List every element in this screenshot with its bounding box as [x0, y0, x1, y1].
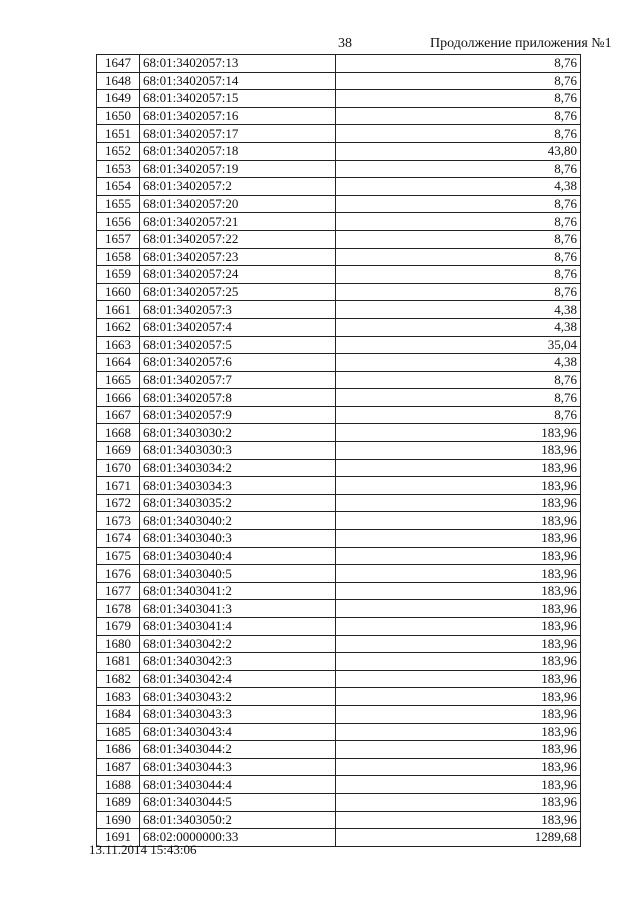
cadastral-number-cell: 68:01:3403043:4	[140, 723, 336, 741]
value-cell: 183,96	[336, 424, 581, 442]
value-cell: 183,96	[336, 653, 581, 671]
value-cell: 183,96	[336, 477, 581, 495]
value-cell: 183,96	[336, 793, 581, 811]
row-number-cell: 1658	[97, 248, 140, 266]
cadastral-number-cell: 68:01:3403044:4	[140, 776, 336, 794]
table-row	[97, 459, 581, 477]
cadastral-number-cell: 68:01:3402057:9	[140, 406, 336, 424]
value-cell: 4,38	[336, 178, 581, 196]
row-number-cell: 1678	[97, 600, 140, 618]
cadastral-number-cell: 68:01:3403042:2	[140, 635, 336, 653]
value-cell: 183,96	[336, 618, 581, 636]
cadastral-number-cell: 68:01:3402057:5	[140, 336, 336, 354]
cadastral-number-cell: 68:01:3403044:3	[140, 758, 336, 776]
cadastral-number-cell: 68:01:3403040:5	[140, 565, 336, 583]
value-cell: 4,38	[336, 301, 581, 319]
row-number-cell: 1686	[97, 741, 140, 759]
row-number-cell: 1684	[97, 705, 140, 723]
table-row	[97, 354, 581, 372]
cadastral-number-cell: 68:01:3402057:13	[140, 55, 336, 73]
row-number-cell: 1666	[97, 389, 140, 407]
cadastral-number-cell: 68:01:3402057:2	[140, 178, 336, 196]
table-row	[97, 670, 581, 688]
row-number-cell: 1653	[97, 160, 140, 178]
table-row	[97, 565, 581, 583]
table-row	[97, 442, 581, 460]
table-row	[97, 547, 581, 565]
value-cell: 183,96	[336, 494, 581, 512]
cadastral-number-cell: 68:01:3402057:22	[140, 230, 336, 248]
cadastral-number-cell: 68:01:3403044:5	[140, 793, 336, 811]
row-number-cell: 1655	[97, 195, 140, 213]
table-row	[97, 371, 581, 389]
table-row	[97, 389, 581, 407]
table-row	[97, 248, 581, 266]
value-cell: 8,76	[336, 371, 581, 389]
cadastral-number-cell: 68:01:3403034:2	[140, 459, 336, 477]
value-cell: 183,96	[336, 547, 581, 565]
table-row	[97, 512, 581, 530]
cadastral-number-cell: 68:02:0000000:33	[140, 829, 336, 847]
table-row	[97, 283, 581, 301]
cadastral-number-cell: 68:01:3402057:8	[140, 389, 336, 407]
table-row	[97, 635, 581, 653]
row-number-cell: 1682	[97, 670, 140, 688]
table-row	[97, 195, 581, 213]
table-row	[97, 688, 581, 706]
cadastral-number-cell: 68:01:3402057:7	[140, 371, 336, 389]
table-row	[97, 125, 581, 143]
table-row	[97, 107, 581, 125]
value-cell: 8,76	[336, 160, 581, 178]
page-caption: Продолжение приложения №1	[430, 36, 612, 51]
table-row	[97, 230, 581, 248]
row-number-cell: 1677	[97, 582, 140, 600]
cadastral-number-cell: 68:01:3402057:17	[140, 125, 336, 143]
cadastral-number-cell: 68:01:3403041:4	[140, 618, 336, 636]
value-cell: 183,96	[336, 758, 581, 776]
table-row	[97, 811, 581, 829]
value-cell: 8,76	[336, 55, 581, 73]
row-number-cell: 1679	[97, 618, 140, 636]
table-row	[97, 723, 581, 741]
value-cell: 183,96	[336, 459, 581, 477]
cadastral-number-cell: 68:01:3403041:2	[140, 582, 336, 600]
table-body	[97, 55, 581, 847]
value-cell: 4,38	[336, 318, 581, 336]
table-row	[97, 301, 581, 319]
value-cell: 183,96	[336, 670, 581, 688]
value-cell: 183,96	[336, 705, 581, 723]
value-cell: 183,96	[336, 442, 581, 460]
table-row	[97, 406, 581, 424]
value-cell: 183,96	[336, 582, 581, 600]
row-number-cell: 1652	[97, 142, 140, 160]
cadastral-number-cell: 68:01:3402057:25	[140, 283, 336, 301]
cadastral-number-cell: 68:01:3403050:2	[140, 811, 336, 829]
row-number-cell: 1661	[97, 301, 140, 319]
table-row	[97, 213, 581, 231]
table-row	[97, 72, 581, 90]
value-cell: 35,04	[336, 336, 581, 354]
value-cell: 183,96	[336, 741, 581, 759]
row-number-cell: 1668	[97, 424, 140, 442]
table-row	[97, 705, 581, 723]
cadastral-number-cell: 68:01:3402057:23	[140, 248, 336, 266]
cadastral-number-cell: 68:01:3403043:3	[140, 705, 336, 723]
value-cell: 8,76	[336, 195, 581, 213]
cadastral-number-cell: 68:01:3402057:14	[140, 72, 336, 90]
table-row	[97, 477, 581, 495]
value-cell: 1289,68	[336, 829, 581, 847]
cadastral-number-cell: 68:01:3402057:21	[140, 213, 336, 231]
page-number: 38	[338, 36, 352, 51]
value-cell: 8,76	[336, 107, 581, 125]
table-row	[97, 424, 581, 442]
table-row	[97, 160, 581, 178]
row-number-cell: 1681	[97, 653, 140, 671]
cadastral-number-cell: 68:01:3403044:2	[140, 741, 336, 759]
table-row	[97, 266, 581, 284]
table-row	[97, 653, 581, 671]
cadastral-number-cell: 68:01:3403034:3	[140, 477, 336, 495]
cadastral-number-cell: 68:01:3402057:16	[140, 107, 336, 125]
value-cell: 8,76	[336, 283, 581, 301]
row-number-cell: 1660	[97, 283, 140, 301]
row-number-cell: 1683	[97, 688, 140, 706]
row-number-cell: 1665	[97, 371, 140, 389]
table-row	[97, 618, 581, 636]
row-number-cell: 1659	[97, 266, 140, 284]
row-number-cell: 1664	[97, 354, 140, 372]
row-number-cell: 1648	[97, 72, 140, 90]
row-number-cell: 1690	[97, 811, 140, 829]
table-row	[97, 793, 581, 811]
value-cell: 183,96	[336, 723, 581, 741]
cadastral-number-cell: 68:01:3403042:3	[140, 653, 336, 671]
footer-timestamp: 13.11.2014 15:43:06	[89, 842, 197, 857]
row-number-cell: 1667	[97, 406, 140, 424]
cadastral-number-cell: 68:01:3402057:20	[140, 195, 336, 213]
row-number-cell: 1647	[97, 55, 140, 73]
table-row	[97, 530, 581, 548]
table-row	[97, 142, 581, 160]
row-number-cell: 1663	[97, 336, 140, 354]
cadastral-number-cell: 68:01:3403035:2	[140, 494, 336, 512]
table-row	[97, 55, 581, 73]
row-number-cell: 1670	[97, 459, 140, 477]
cadastral-number-cell: 68:01:3403030:2	[140, 424, 336, 442]
cadastral-number-cell: 68:01:3403040:3	[140, 530, 336, 548]
row-number-cell: 1688	[97, 776, 140, 794]
value-cell: 8,76	[336, 72, 581, 90]
cadastral-number-cell: 68:01:3403042:4	[140, 670, 336, 688]
table-row	[97, 318, 581, 336]
row-number-cell: 1650	[97, 107, 140, 125]
cadastral-number-cell: 68:01:3402057:4	[140, 318, 336, 336]
table-row	[97, 336, 581, 354]
row-number-cell: 1675	[97, 547, 140, 565]
value-cell: 183,96	[336, 776, 581, 794]
cadastral-number-cell: 68:01:3403043:2	[140, 688, 336, 706]
value-cell: 183,96	[336, 530, 581, 548]
cadastral-number-cell: 68:01:3402057:3	[140, 301, 336, 319]
cadastral-number-cell: 68:01:3403040:2	[140, 512, 336, 530]
row-number-cell: 1671	[97, 477, 140, 495]
row-number-cell: 1691	[97, 829, 140, 847]
table-row	[97, 494, 581, 512]
value-cell: 183,96	[336, 600, 581, 618]
value-cell: 8,76	[336, 248, 581, 266]
cadastral-number-cell: 68:01:3403041:3	[140, 600, 336, 618]
value-cell: 4,38	[336, 354, 581, 372]
row-number-cell: 1654	[97, 178, 140, 196]
value-cell: 183,96	[336, 635, 581, 653]
table-row	[97, 776, 581, 794]
row-number-cell: 1674	[97, 530, 140, 548]
value-cell: 183,96	[336, 565, 581, 583]
cadastral-number-cell: 68:01:3402057:24	[140, 266, 336, 284]
value-cell: 8,76	[336, 230, 581, 248]
value-cell: 183,96	[336, 512, 581, 530]
cadastral-number-cell: 68:01:3402057:15	[140, 90, 336, 108]
row-number-cell: 1672	[97, 494, 140, 512]
value-cell: 8,76	[336, 266, 581, 284]
row-number-cell: 1657	[97, 230, 140, 248]
row-number-cell: 1651	[97, 125, 140, 143]
row-number-cell: 1673	[97, 512, 140, 530]
row-number-cell: 1680	[97, 635, 140, 653]
value-cell: 43,80	[336, 142, 581, 160]
table-row	[97, 600, 581, 618]
row-number-cell: 1669	[97, 442, 140, 460]
table-row	[97, 178, 581, 196]
row-number-cell: 1687	[97, 758, 140, 776]
table-row	[97, 90, 581, 108]
row-number-cell: 1685	[97, 723, 140, 741]
cadastral-number-cell: 68:01:3403040:4	[140, 547, 336, 565]
row-number-cell: 1662	[97, 318, 140, 336]
value-cell: 8,76	[336, 406, 581, 424]
value-cell: 8,76	[336, 213, 581, 231]
value-cell: 183,96	[336, 811, 581, 829]
cadastral-number-cell: 68:01:3402057:19	[140, 160, 336, 178]
value-cell: 8,76	[336, 90, 581, 108]
row-number-cell: 1676	[97, 565, 140, 583]
row-number-cell: 1656	[97, 213, 140, 231]
data-table	[96, 54, 581, 847]
table-row	[97, 758, 581, 776]
value-cell: 8,76	[336, 125, 581, 143]
table-row	[97, 741, 581, 759]
value-cell: 8,76	[336, 389, 581, 407]
cadastral-number-cell: 68:01:3402057:6	[140, 354, 336, 372]
cadastral-number-cell: 68:01:3403030:3	[140, 442, 336, 460]
table-row	[97, 582, 581, 600]
row-number-cell: 1689	[97, 793, 140, 811]
row-number-cell: 1649	[97, 90, 140, 108]
cadastral-number-cell: 68:01:3402057:18	[140, 142, 336, 160]
value-cell: 183,96	[336, 688, 581, 706]
